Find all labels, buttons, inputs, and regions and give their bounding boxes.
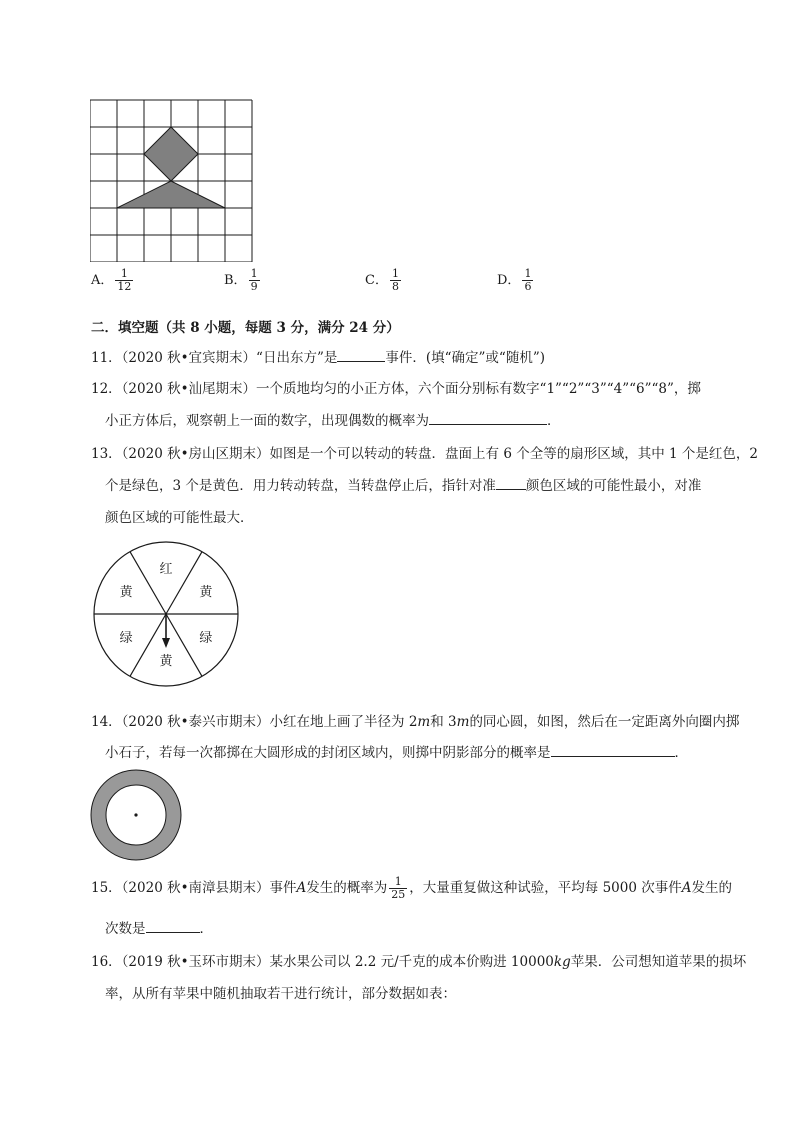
question-16-line1 bbox=[91, 950, 751, 970]
shaded-bowtie bbox=[117, 181, 225, 208]
option-letter: C． bbox=[365, 273, 388, 288]
q13-text-b: 颜色区域的可能性最小，对准 bbox=[525, 478, 702, 494]
q14-unit-1: m bbox=[417, 714, 431, 730]
option-a[interactable] bbox=[91, 268, 135, 293]
q14-text-c: 的同心圆，如图，然后在一定距离外向圈内掷 bbox=[469, 714, 740, 730]
option-d[interactable] bbox=[497, 268, 535, 293]
q13-answer-blank-1[interactable] bbox=[496, 475, 526, 490]
option-fraction bbox=[249, 268, 260, 293]
q14-answer-blank[interactable] bbox=[551, 742, 675, 757]
question-15-line2 bbox=[105, 917, 765, 937]
question-12-line1: 12．（2020 秋•汕尾期末）一个质地均匀的小正方体，六个面分别标有数字“1”“2”“3”“4”“6”“8”，掷 bbox=[91, 381, 701, 397]
spinner-label: 绿 bbox=[119, 631, 133, 646]
q13-text-a: 个是绿色，3 个是黄色．用力转动转盘，当转盘停止后，指针对准 bbox=[105, 478, 496, 494]
option-letter: D． bbox=[497, 273, 521, 288]
option-fraction bbox=[390, 268, 401, 293]
q11-answer-blank[interactable] bbox=[337, 347, 385, 362]
spinner-label: 黄 bbox=[159, 654, 173, 669]
option-denominator: 9 bbox=[250, 280, 258, 293]
option-numerator: 1 bbox=[115, 268, 133, 281]
option-fraction bbox=[522, 268, 533, 293]
option-c[interactable] bbox=[365, 268, 403, 293]
section-title: 二．填空题（共 8 小题，每题 3 分，满分 24 分） bbox=[91, 320, 400, 336]
spinner-label: 红 bbox=[159, 562, 173, 577]
question-13-line1: 13．（2020 秋•房山区期末）如图是一个可以转动的转盘．盘面上有 6 个全等的扇形区域，其中 1 个是红色，2 bbox=[91, 446, 758, 462]
q15-text-f: ． bbox=[199, 921, 213, 937]
q16-text-b: 苹果．公司想知道苹果的损坏 bbox=[570, 954, 747, 970]
spinner-label: 黄 bbox=[119, 585, 133, 600]
option-numerator: 1 bbox=[524, 267, 532, 280]
q14-text-d: 小石子，若每一次都掷在大圆形成的封闭区域内，则掷中阴影部分的概率是 bbox=[105, 745, 551, 761]
q12-text-a: 小正方体后，观察朝上一面的数字，出现偶数的概率为 bbox=[105, 413, 429, 429]
q16-text-a: 16．（2019 秋•玉环市期末）某水果公司以 2.2 元/千克的成本价购进 10000 bbox=[91, 954, 554, 970]
q11-text-a: 11．（2020 秋•宜宾期末）“日出东方”是 bbox=[91, 350, 338, 366]
option-letter: B． bbox=[224, 273, 247, 288]
q14-text-b: 和 3 bbox=[430, 714, 457, 730]
option-denominator: 8 bbox=[391, 280, 399, 293]
q12-text-b: ． bbox=[547, 413, 561, 429]
q15-frac-num: 1 bbox=[389, 876, 407, 889]
spinner-label: 绿 bbox=[199, 631, 213, 646]
spinner-figure bbox=[93, 540, 241, 690]
q15-text-e: 次数是 bbox=[105, 921, 146, 937]
q15-fraction bbox=[389, 876, 407, 901]
q15-var: A bbox=[296, 880, 307, 896]
option-letter: A． bbox=[91, 273, 114, 288]
question-13-line3 bbox=[105, 506, 765, 526]
concentric-circles-figure bbox=[90, 769, 184, 863]
question-11 bbox=[91, 346, 751, 366]
option-denominator: 6 bbox=[524, 280, 532, 293]
q13-text-c: 颜色区域的可能性最大． bbox=[105, 510, 254, 526]
q15-text-d: 发生的 bbox=[691, 880, 732, 896]
q15-frac-den: 25 bbox=[391, 888, 406, 901]
question-15-line1 bbox=[91, 876, 751, 901]
question-14-line2 bbox=[105, 741, 765, 761]
shaded-diamond bbox=[144, 127, 198, 181]
q14-text-a: 14．（2020 秋•泰兴市期末）小红在地上画了半径为 2 bbox=[91, 714, 418, 730]
q15-answer-blank[interactable] bbox=[146, 918, 200, 933]
option-b[interactable] bbox=[224, 268, 262, 293]
q14-unit-2: m bbox=[456, 714, 470, 730]
question-13-line2 bbox=[105, 474, 765, 494]
spinner-label: 黄 bbox=[199, 585, 213, 600]
q15-text-c: ，大量重复做这种试验，平均每 5000 次事件 bbox=[409, 880, 682, 896]
q16-unit: kg bbox=[553, 954, 571, 970]
q15-var-2: A bbox=[681, 880, 692, 896]
center-point bbox=[134, 813, 137, 816]
option-fraction bbox=[115, 268, 133, 293]
question-12-line2 bbox=[105, 409, 765, 429]
grid-figure bbox=[90, 98, 254, 262]
q12-answer-blank[interactable] bbox=[429, 410, 547, 425]
q14-text-e: ． bbox=[674, 745, 688, 761]
option-numerator: 1 bbox=[250, 267, 258, 280]
q15-text-a: 15．（2020 秋•南漳县期末）事件 bbox=[91, 880, 297, 896]
question-14-line1 bbox=[91, 710, 751, 730]
option-denominator: 12 bbox=[117, 280, 132, 293]
question-16-line2: 率，从所有苹果中随机抽取若干进行统计，部分数据如表： bbox=[105, 986, 456, 1002]
q11-text-b: 事件．(填“确定”或“随机”) bbox=[385, 350, 545, 366]
option-numerator: 1 bbox=[391, 267, 399, 280]
q15-text-b: 发生的概率为 bbox=[306, 880, 388, 896]
